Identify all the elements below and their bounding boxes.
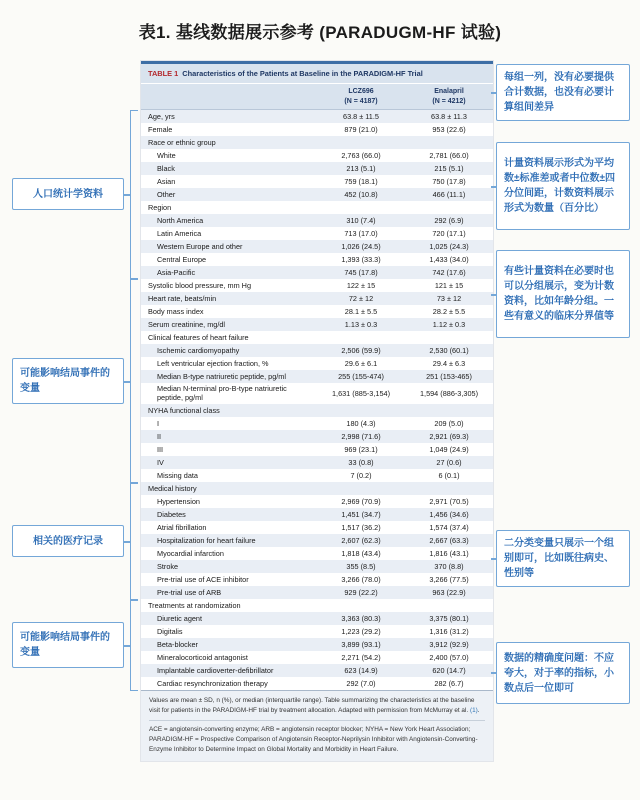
- table-section-header-row: [141, 136, 493, 149]
- row-label: Asian: [157, 176, 176, 186]
- value-enalapril: 370 (8.8): [434, 561, 464, 571]
- row-label: Clinical features of heart failure: [148, 332, 249, 342]
- annotation-text: 数据的精确度问题：不应夸大，对于率的指标，小数点后一位即可: [504, 652, 614, 694]
- column-header-spacer: [141, 84, 317, 109]
- value-lcz696: [317, 487, 405, 489]
- value-lcz696: 213 (5.1): [346, 164, 376, 173]
- value-enalapril: 963 (22.9): [432, 587, 466, 597]
- value-enalapril: 2,971 (70.5): [429, 496, 469, 506]
- table-row: [141, 162, 493, 175]
- row-label: Stroke: [157, 561, 179, 571]
- annotation-text: 每组一列，没有必要提供合计数据，也没有必要计算组间差异: [504, 72, 614, 113]
- value-enalapril: 2,921 (69.3): [429, 431, 469, 441]
- row-label: Body mass index: [148, 306, 204, 316]
- value-lcz696: 2,763 (66.0): [341, 151, 381, 160]
- table-row: [141, 664, 493, 677]
- value-lcz696: 1,517 (36.2): [341, 522, 381, 532]
- value-lcz696: 1,451 (34.7): [341, 509, 381, 519]
- value-lcz696: 623 (14.9): [344, 665, 378, 675]
- value-lcz696: 29.6 ± 6.1: [344, 359, 378, 368]
- value-enalapril: 1,025 (24.3): [429, 242, 469, 251]
- annotation-outcome-variables-1: [12, 358, 124, 404]
- row-label: Region: [148, 202, 172, 212]
- value-enalapril: 73 ± 12: [436, 294, 462, 303]
- row-label: Heart rate, beats/min: [148, 293, 217, 303]
- row-label: Systolic blood pressure, mm Hg: [148, 280, 252, 290]
- connector-line: [123, 645, 131, 647]
- annotation-medical-records: [12, 525, 124, 557]
- table-row: [141, 227, 493, 240]
- value-enalapril: 1,049 (24.9): [429, 444, 469, 454]
- table-row: [141, 266, 493, 279]
- table-row: [141, 318, 493, 331]
- row-label: IV: [157, 457, 164, 467]
- table-row: [141, 534, 493, 547]
- value-enalapril: 1.12 ± 0.3: [432, 320, 466, 329]
- table-row: [141, 547, 493, 560]
- row-label: Beta-blocker: [157, 639, 198, 649]
- column-n: (N = 4212): [432, 97, 466, 105]
- reference-link[interactable]: (1): [469, 706, 478, 714]
- bracket-outcome-variables-1: [130, 279, 138, 483]
- value-enalapril: 1,816 (43.1): [429, 548, 469, 558]
- value-enalapril: 2,400 (57.0): [429, 652, 469, 662]
- value-enalapril: 28.2 ± 5.5: [432, 307, 466, 316]
- row-label: Left ventricular ejection fraction, %: [157, 358, 269, 368]
- annotation-binary-variables: [496, 530, 630, 587]
- value-enalapril: 1,594 (886-3,305): [419, 388, 478, 398]
- value-lcz696: 929 (22.2): [344, 587, 378, 597]
- row-label: Median N-terminal pro-B-type natriuretic peptide, pg/ml: [157, 384, 287, 403]
- annotation-text: 二分类变量只展示一个组别即可，比如既往病史、性别等: [504, 538, 614, 579]
- column-name: LCZ696: [348, 88, 374, 96]
- table-row: [141, 123, 493, 136]
- row-label: North America: [157, 215, 204, 225]
- value-lcz696: 1,818 (43.4): [341, 548, 381, 558]
- value-lcz696: 310 (7.4): [346, 216, 376, 225]
- row-label: III: [157, 444, 164, 454]
- annotation-one-column-per-group: [496, 64, 630, 121]
- value-enalapril: 2,667 (63.3): [429, 535, 469, 545]
- value-enalapril: [405, 604, 493, 606]
- column-header-enalapril: [405, 84, 493, 109]
- value-enalapril: 292 (6.9): [434, 216, 464, 225]
- value-enalapril: 282 (6.7): [434, 678, 464, 688]
- table-row: [141, 573, 493, 586]
- value-lcz696: 7 (0.2): [350, 470, 372, 480]
- value-enalapril: [405, 409, 493, 411]
- value-lcz696: 355 (8.5): [346, 561, 376, 571]
- row-label: Median B-type natriuretic peptide, pg/ml: [157, 371, 286, 381]
- value-enalapril: [405, 207, 493, 209]
- table-row: [141, 443, 493, 456]
- value-enalapril: 750 (17.8): [432, 177, 466, 186]
- annotation-text: 有些计量资料在必要时也可以分组展示，变为计数资料，比如年龄分组。一些有意义的临床分界值等: [504, 266, 614, 322]
- table-row: [141, 279, 493, 292]
- value-enalapril: [405, 487, 493, 489]
- value-enalapril: 121 ± 15: [434, 281, 464, 290]
- row-label: Myocardial infarction: [157, 548, 224, 558]
- annotation-demographics: [12, 178, 124, 210]
- footnote-values: [149, 696, 485, 716]
- table-row: [141, 175, 493, 188]
- annotation-text: 可能影响结局事件的变量: [20, 368, 110, 394]
- row-label: Implantable cardioverter-defibrillator: [157, 665, 274, 675]
- column-n: (N = 4187): [344, 97, 378, 105]
- row-label: Digitalis: [157, 626, 183, 636]
- table-column-header-row: [141, 84, 493, 110]
- value-lcz696: 3,266 (78.0): [341, 574, 381, 584]
- table-title-bar: [141, 64, 493, 84]
- value-enalapril: 29.4 ± 6.3: [432, 359, 466, 368]
- table-row: [141, 677, 493, 690]
- table-section-header-row: [141, 482, 493, 495]
- table-row: [141, 560, 493, 573]
- value-lcz696: 745 (17.8): [344, 268, 378, 277]
- value-enalapril: 27 (0.6): [436, 457, 462, 467]
- bracket-medical-history: [130, 483, 138, 600]
- table-row: [141, 456, 493, 469]
- value-enalapril: 620 (14.7): [432, 665, 466, 675]
- value-lcz696: 122 ± 15: [346, 281, 376, 290]
- row-label: Hypertension: [157, 496, 200, 506]
- value-enalapril: 251 (153-465): [426, 372, 472, 381]
- value-enalapril: 63.8 ± 11.3: [431, 112, 467, 121]
- row-label: Pre-trial use of ARB: [157, 587, 222, 597]
- value-lcz696: 713 (17.0): [344, 229, 378, 238]
- value-lcz696: 3,363 (80.3): [341, 613, 381, 623]
- value-enalapril: 466 (11.1): [432, 190, 466, 199]
- column-name: Enalapril: [434, 88, 464, 96]
- table-row: [141, 430, 493, 443]
- value-enalapril: 6 (0.1): [438, 470, 460, 480]
- annotation-outcome-variables-2: [12, 622, 124, 668]
- value-lcz696: 879 (21.0): [344, 125, 378, 134]
- annotation-data-precision: [496, 642, 630, 704]
- value-enalapril: 720 (17.1): [432, 229, 466, 238]
- table-row: [141, 240, 493, 253]
- annotation-text: 计量资料展示形式为平均数±标准差或者中位数±四分位间距，计数资料展示形式为数量（百分比）: [504, 158, 615, 214]
- value-enalapril: 2,781 (66.0): [429, 151, 469, 160]
- value-lcz696: 759 (18.1): [344, 177, 378, 186]
- table-row: [141, 651, 493, 664]
- row-label: I: [157, 418, 160, 428]
- table-row: [141, 149, 493, 162]
- row-label: Ischemic cardiomyopathy: [157, 345, 240, 355]
- value-lcz696: [317, 409, 405, 411]
- value-enalapril: 215 (5.1): [434, 164, 464, 173]
- row-label: NYHA functional class: [148, 405, 220, 415]
- value-lcz696: [317, 142, 405, 144]
- value-enalapril: 3,266 (77.5): [429, 574, 469, 584]
- value-lcz696: [317, 207, 405, 209]
- table-row: [141, 469, 493, 482]
- row-label: Mineralocorticoid antagonist: [157, 652, 248, 662]
- value-lcz696: 2,607 (62.3): [341, 535, 381, 545]
- table-row: [141, 638, 493, 651]
- value-lcz696: 1,393 (33.3): [341, 255, 381, 264]
- value-lcz696: 2,998 (71.6): [341, 431, 381, 441]
- table-row: [141, 383, 493, 404]
- row-label: Cardiac resynchronization therapy: [157, 678, 268, 688]
- value-lcz696: 1.13 ± 0.3: [344, 320, 378, 329]
- page-title: 表1. 基线数据展示参考 (PARADUGM-HF 试验): [138, 23, 502, 42]
- value-enalapril: 2,530 (60.1): [429, 346, 469, 355]
- row-label: Latin America: [157, 228, 202, 238]
- value-lcz696: 28.1 ± 5.5: [344, 307, 378, 316]
- row-label: Central Europe: [157, 254, 207, 264]
- value-lcz696: 180 (4.3): [346, 418, 376, 428]
- value-lcz696: 63.8 ± 11.5: [343, 112, 379, 121]
- value-enalapril: 742 (17.6): [432, 268, 466, 277]
- annotation-data-presentation-format: [496, 142, 630, 230]
- bracket-demographics: [130, 110, 138, 279]
- row-label: Asia-Pacific: [157, 267, 196, 277]
- annotation-text: 相关的医疗记录: [33, 535, 103, 547]
- table-row: [141, 214, 493, 227]
- value-lcz696: 2,506 (59.9): [341, 346, 381, 355]
- table-row: [141, 417, 493, 430]
- value-lcz696: 1,223 (29.2): [341, 626, 381, 636]
- annotation-grouped-continuous-data: [496, 250, 630, 338]
- value-lcz696: [317, 337, 405, 339]
- table-row: [141, 357, 493, 370]
- row-label: Black: [157, 163, 175, 173]
- value-lcz696: 33 (0.8): [348, 457, 374, 467]
- connector-line: [123, 381, 131, 383]
- row-label: Western Europe and other: [157, 241, 243, 251]
- table-row: [141, 305, 493, 318]
- value-lcz696: 2,969 (70.9): [341, 496, 381, 506]
- value-enalapril: 3,375 (80.1): [429, 613, 469, 623]
- row-label: Age, yrs: [148, 111, 175, 121]
- row-label: Treatments at randomization: [148, 600, 241, 610]
- value-enalapril: [405, 142, 493, 144]
- table-footnotes: [141, 690, 493, 761]
- value-enalapril: 209 (5.0): [434, 418, 464, 428]
- connector-line: [123, 541, 131, 543]
- row-label: Diabetes: [157, 509, 186, 519]
- value-enalapril: 3,912 (92.9): [429, 639, 469, 649]
- table-row: [141, 344, 493, 357]
- baseline-characteristics-table: [141, 61, 493, 761]
- table-number-tag: TABLE 1: [148, 69, 179, 78]
- table-row: [141, 188, 493, 201]
- table-row: [141, 110, 493, 123]
- row-label: II: [157, 431, 162, 441]
- value-lcz696: 255 (155-474): [338, 372, 384, 381]
- row-label: Female: [148, 124, 173, 134]
- value-lcz696: 452 (10.8): [344, 190, 378, 199]
- annotation-text: 可能影响结局事件的变量: [20, 632, 110, 658]
- row-label: Pre-trial use of ACE inhibitor: [157, 574, 249, 584]
- connector-line: [123, 194, 131, 196]
- row-label: Diuretic agent: [157, 613, 203, 623]
- row-label: Missing data: [157, 470, 198, 480]
- table-row: [141, 612, 493, 625]
- value-lcz696: 969 (23.1): [344, 444, 378, 454]
- annotation-text: 人口统计学资料: [33, 188, 103, 200]
- value-lcz696: 1,026 (24.5): [341, 242, 381, 251]
- value-lcz696: 2,271 (54.2): [341, 652, 381, 662]
- table-body: [141, 110, 493, 690]
- row-label: Hospitalization for heart failure: [157, 535, 256, 545]
- value-enalapril: 1,316 (31.2): [429, 626, 469, 636]
- table-row: [141, 292, 493, 305]
- row-label: Other: [157, 189, 176, 199]
- value-enalapril: [405, 337, 493, 339]
- footnote-text: .: [477, 706, 480, 714]
- table-section-header-row: [141, 201, 493, 214]
- value-lcz696: 292 (7.0): [346, 678, 376, 688]
- value-enalapril: 1,433 (34.0): [429, 255, 469, 264]
- value-enalapril: 1,574 (37.4): [429, 522, 469, 532]
- table-row: [141, 495, 493, 508]
- row-label: White: [157, 150, 176, 160]
- table-section-header-row: [141, 404, 493, 417]
- row-label: Serum creatinine, mg/dl: [148, 319, 226, 329]
- value-lcz696: 1,631 (885-3,154): [331, 388, 390, 398]
- table-row: [141, 521, 493, 534]
- value-enalapril: 1,456 (34.6): [429, 509, 469, 519]
- bracket-treatments: [130, 600, 138, 691]
- table-row: [141, 586, 493, 599]
- footnote-text: Values are mean ± SD, n (%), or median (interquartile range). Table summarizing the characteristics at the baseline visit for patients in the PARADIGM-HF trial by treatment allocation. Adapted with permission from McMurray et al.: [149, 696, 475, 714]
- value-enalapril: 953 (22.6): [432, 125, 466, 134]
- value-lcz696: 3,899 (93.1): [341, 639, 381, 649]
- table-section-header-row: [141, 599, 493, 612]
- value-lcz696: [317, 604, 405, 606]
- value-lcz696: 72 ± 12: [348, 294, 374, 303]
- footnote-abbreviations: ACE = angiotensin-converting enzyme; ARB = angiotensin receptor blocker; NYHA = New York Heart Association; PARADIGM-HF = Prospective Comparison of Angiotensin Receptor-Neprilysin Inhibitor with Angiotensin-Converting-Enzyme Inhibitor to Determine Impact on Global Mortality and Morbidity in Heart Failure.: [149, 720, 485, 755]
- table-row: [141, 253, 493, 266]
- table-section-header-row: [141, 331, 493, 344]
- column-header-lcz696: [317, 84, 405, 109]
- table-row: [141, 508, 493, 521]
- row-label: Race or ethnic group: [148, 137, 216, 147]
- table-row: [141, 625, 493, 638]
- row-label: Atrial fibrillation: [157, 522, 207, 532]
- row-label: Medical history: [148, 483, 197, 493]
- table-row: [141, 370, 493, 383]
- table-title: Characteristics of the Patients at Baseline in the PARADIGM-HF Trial: [182, 69, 423, 78]
